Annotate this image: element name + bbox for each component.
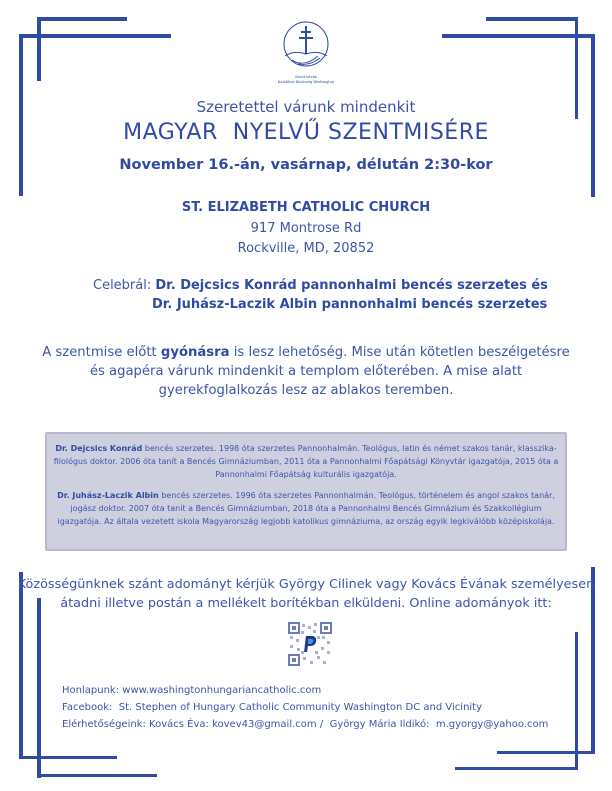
page-title: MAGYAR NYELVŰ SZENTMISÉRE bbox=[123, 120, 489, 145]
celebrant-2: Dr. Juhász-Laczik Albin pannonhalmi bencés szerzetes bbox=[152, 297, 548, 312]
frame-line bbox=[19, 756, 117, 759]
bio-text: bencés szerzetes. 1996 óta szerzetes Pannonhalmán. Teológus, történelem és angol szakos tanár, jogász doktor. 2007 óta tanít a Bencés Gimnáziumban, 2018 óta a Pannonhalmi Bencés Gimnázium és Szakkollégium igazgatója. Az általa vezetett iskola Magyarország legjobb katolikus gimnáziuma, az ország egyik legkiválóbb középiskolája. bbox=[57, 491, 555, 526]
facebook-link[interactable]: St. Stephen of Hungary Catholic Community Washington DC and Vicinity bbox=[118, 702, 483, 713]
celebrant-1: Dr. Dejcsics Konrád pannonhalmi bencés szerzetes és bbox=[155, 278, 548, 293]
frame-line bbox=[497, 751, 595, 754]
frame-line bbox=[37, 17, 127, 21]
bio-item bbox=[53, 489, 559, 528]
info-highlight: gyónásra bbox=[160, 345, 230, 360]
event-date: November 16.-án, vasárnap, délután 2:30-kor bbox=[119, 157, 493, 173]
frame-line bbox=[37, 598, 41, 778]
frame-line bbox=[37, 774, 157, 777]
contact-email-2[interactable]: György Mária Ildikó: m.gyorgy@yahoo.com bbox=[329, 719, 549, 730]
frame-line bbox=[442, 34, 595, 38]
greeting: Szeretettel várunk mindenkit bbox=[196, 98, 416, 116]
frame-line bbox=[486, 17, 578, 21]
info-text: A szentmise előtt bbox=[42, 345, 161, 360]
frame-line bbox=[19, 34, 171, 38]
celebrants bbox=[93, 276, 548, 314]
biography-box bbox=[45, 432, 567, 551]
city-address: Rockville, MD, 20852 bbox=[237, 241, 375, 256]
street-address: 917 Montrose Rd bbox=[250, 221, 362, 236]
frame-line bbox=[455, 767, 578, 770]
website-label: Honlapunk: bbox=[62, 685, 120, 696]
church-name: ST. ELIZABETH CATHOLIC CHURCH bbox=[181, 200, 431, 215]
community-logo bbox=[274, 12, 338, 92]
bio-name: Dr. Dejcsics Konrád bbox=[55, 444, 143, 453]
info-text: és agapéra várunk mindenkit a templom előterében. A mise alatt bbox=[89, 364, 523, 379]
contact-email-1[interactable]: Kovács Éva: kovev43@gmail.com bbox=[149, 719, 317, 730]
donation-line: átadni illetve postán a mellékelt borítékban elküldeni. Online adományok itt: bbox=[60, 596, 552, 611]
cross-hands-logo-icon bbox=[274, 12, 338, 92]
website-link[interactable]: www.washingtonhungariancatholic.com bbox=[122, 685, 322, 696]
bio-text: bencés szerzetes. 1998 óta szerzetes Pannonhalmán. Teológus, latin és német szakos tanár, klasszika-filológus doktor. 2006 óta tanít a Bencés Gimnáziumban, 2011 óta a Pannonhalmi Főapátsági Könyvtár igazgatója, 2015 óta a Pannonhalmi Főapátság kulturális igazgatója. bbox=[53, 444, 559, 479]
website-row bbox=[62, 682, 548, 699]
frame-line bbox=[37, 17, 41, 81]
facebook-row bbox=[62, 699, 548, 716]
paypal-qr-code-icon[interactable] bbox=[287, 621, 333, 667]
donation-text bbox=[0, 575, 612, 613]
separator: / bbox=[319, 719, 324, 730]
facebook-label: Facebook: bbox=[62, 702, 113, 713]
info-paragraph bbox=[0, 343, 612, 400]
svg-text:Szent István: Szent István bbox=[295, 75, 317, 79]
contacts-label: Elérhetőségeink: bbox=[62, 719, 146, 730]
contact-info bbox=[62, 682, 548, 733]
frame-line bbox=[575, 632, 578, 770]
contacts-row bbox=[62, 716, 548, 733]
bio-item bbox=[53, 442, 559, 481]
bio-name: Dr. Juhász-Laczik Albin bbox=[57, 491, 159, 500]
celebrants-label: Celebrál: bbox=[93, 278, 152, 293]
svg-text:Katolikus Közösség Washington: Katolikus Közösség Washington bbox=[277, 80, 335, 84]
donation-line: Közösségünknek szánt adományt kérjük György Cilinek vagy Kovács Évának személyesen bbox=[17, 577, 595, 592]
info-text: gyerekfoglalkozás lesz az ablakos teremben. bbox=[158, 383, 454, 398]
info-text: is lesz lehetőség. Mise után kötetlen beszélgetésre bbox=[229, 345, 570, 360]
